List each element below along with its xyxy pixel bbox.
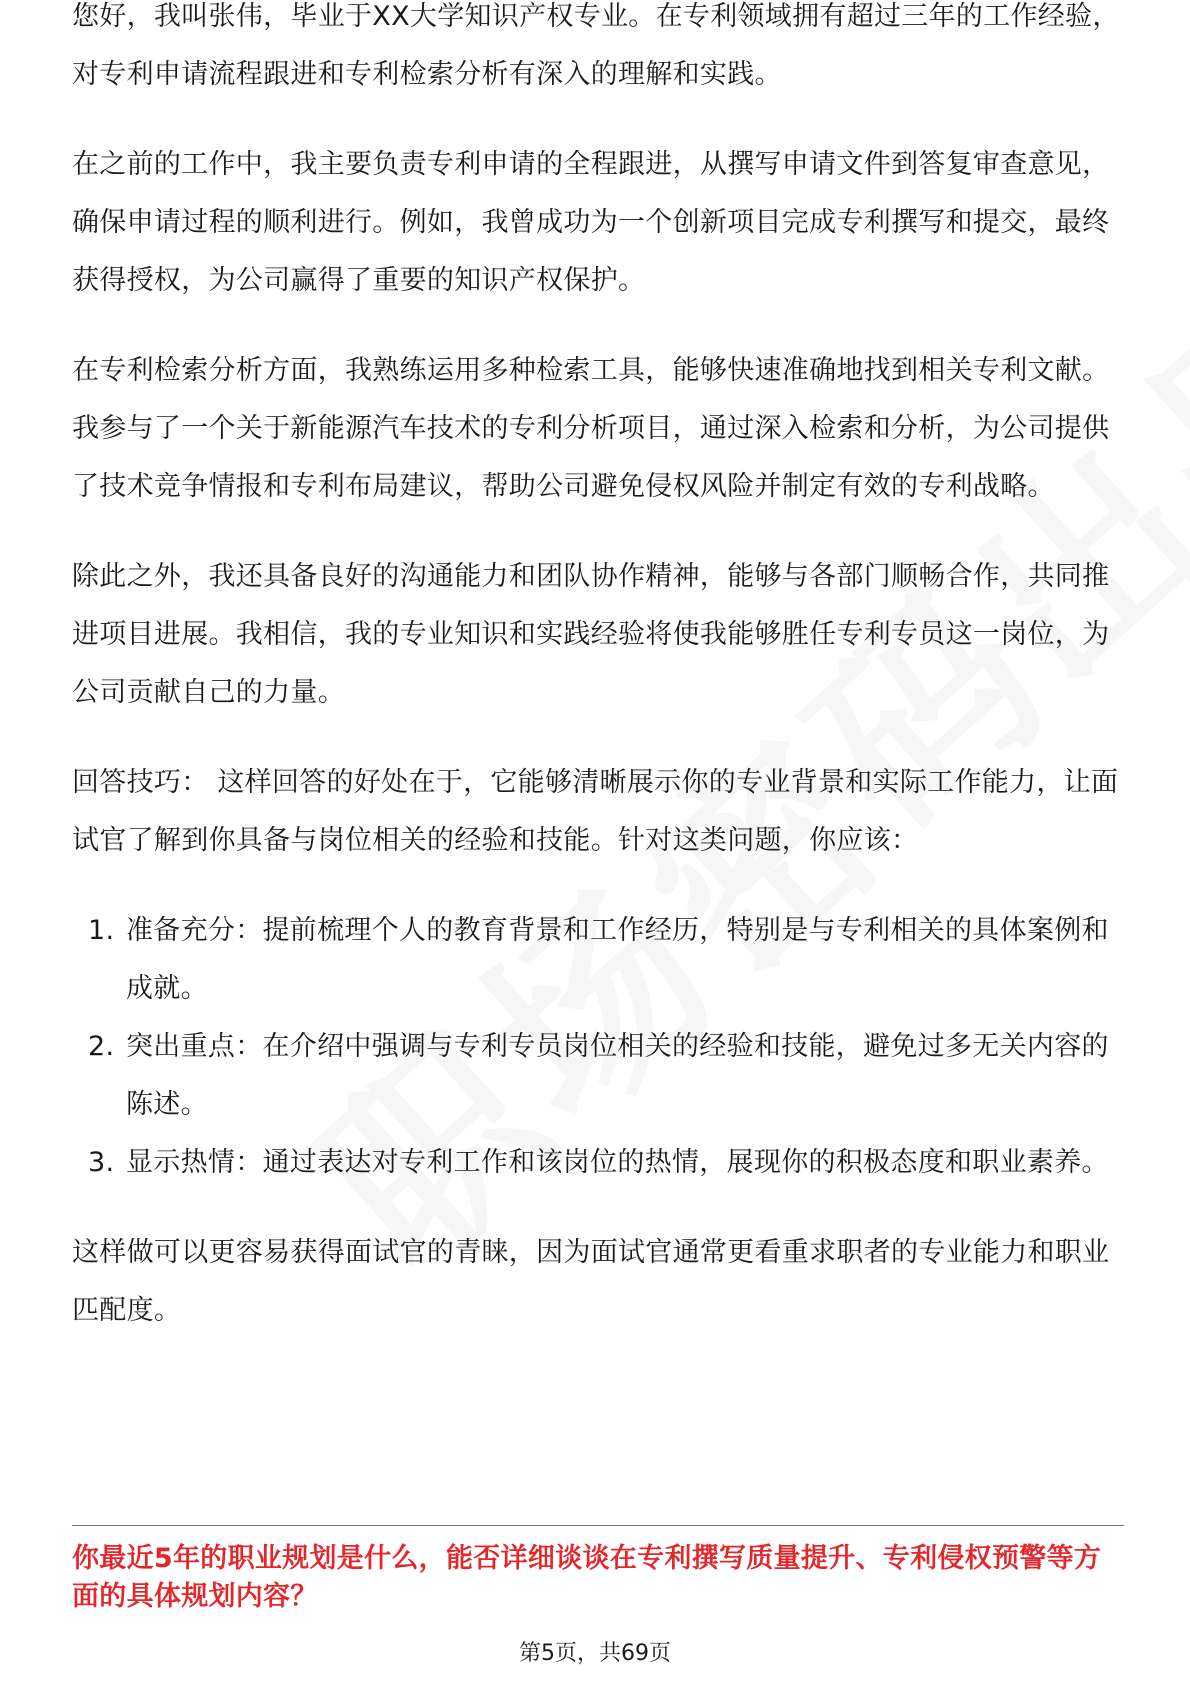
intro-paragraph: 您好，我叫张伟，毕业于XX大学知识产权专业。在专利领域拥有超过三年的工作经验，对专利申请流程跟进和专利检索分析有深入的理解和实践。 bbox=[72, 1, 1120, 90]
list-item bbox=[72, 902, 1124, 1018]
next-question-heading: 你最近5年的职业规划是什么，能否详细谈谈在专利撰写质量提升、专利侵权预警等方面的具体规划内容？ bbox=[72, 1543, 1102, 1612]
list-number: 1. bbox=[88, 915, 115, 946]
list-item-text: 准备充分：提前梳理个人的教育背景和工作经历，特别是与专利相关的具体案例和成就。 bbox=[126, 915, 1109, 1004]
answer-body bbox=[72, 1, 1124, 1372]
answer-tips-paragraph: 回答技巧： 这样回答的好处在于，它能够清晰展示你的专业背景和实际工作能力，让面试官了解到你具备与岗位相关的经验和技能。针对这类问题，你应该： bbox=[72, 767, 1119, 856]
list-number: 3. bbox=[88, 1147, 115, 1178]
list-item-text: 突出重点：在介绍中强调与专利专员岗位相关的经验和技能，避免过多无关内容的陈述。 bbox=[126, 1031, 1109, 1120]
page-number: 第5页，共69页 bbox=[519, 1641, 671, 1666]
list-item bbox=[72, 1134, 1124, 1192]
tips-list bbox=[72, 902, 1124, 1192]
section-divider bbox=[72, 1525, 1124, 1526]
search-analysis-paragraph: 在专利检索分析方面，我熟练运用多种检索工具，能够快速准确地找到相关专利文献。我参与了一个关于新能源汽车技术的专利分析项目，通过深入检索和分析，为公司提供了技术竞争情报和专利布局建议，帮助公司避免侵权风险并制定有效的专利战略。 bbox=[72, 355, 1110, 502]
list-item-text: 显示热情：通过表达对专利工作和该岗位的热情，展现你的积极态度和职业素养。 bbox=[126, 1147, 1109, 1178]
skills-paragraph: 除此之外，我还具备良好的沟通能力和团队协作精神，能够与各部门顺畅合作，共同推进项目进展。我相信，我的专业知识和实践经验将使我能够胜任专利专员这一岗位，为公司贡献自己的力量。 bbox=[72, 561, 1110, 708]
list-number: 2. bbox=[88, 1031, 115, 1062]
experience-paragraph: 在之前的工作中，我主要负责专利申请的全程跟进，从撰写申请文件到答复审查意见，确保申请过程的顺利进行。例如，我曾成功为一个创新项目完成专利撰写和提交，最终获得授权，为公司赢得了重要的知识产权保护。 bbox=[72, 149, 1110, 296]
list-item bbox=[72, 1018, 1124, 1134]
conclusion-paragraph: 这样做可以更容易获得面试官的青睐，因为面试官通常更看重求职者的专业能力和职业匹配度。 bbox=[72, 1237, 1110, 1326]
